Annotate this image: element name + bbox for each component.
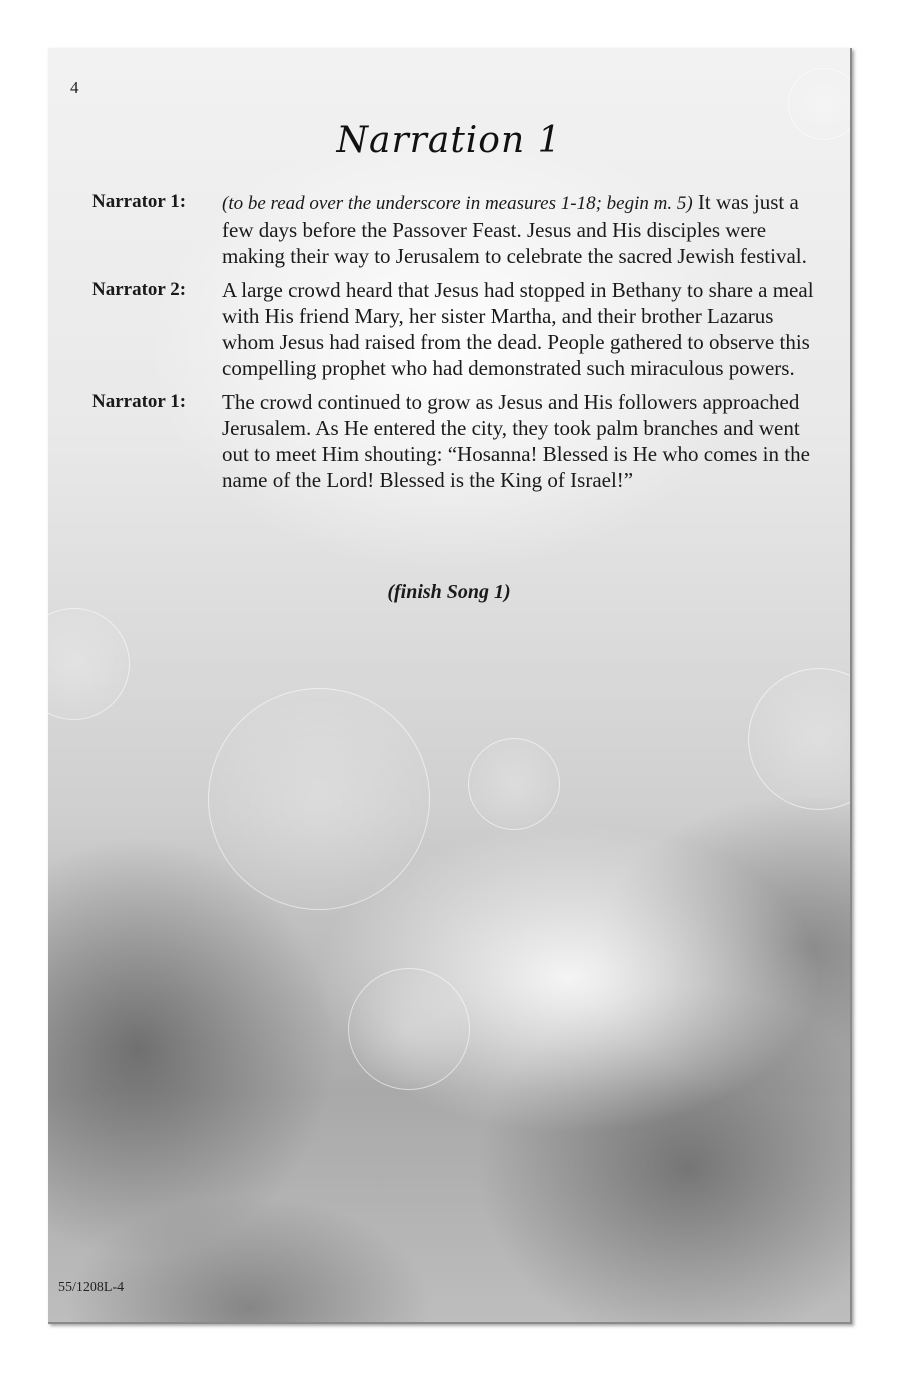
speech-text bbox=[222, 389, 822, 493]
narration-entries bbox=[92, 189, 822, 501]
script-page bbox=[48, 48, 852, 1324]
speech-text bbox=[222, 277, 822, 381]
page-number: 4 bbox=[70, 78, 79, 97]
bokeh-decoration bbox=[468, 738, 560, 830]
bokeh-decoration bbox=[748, 668, 852, 810]
speech-body: A large crowd heard that Jesus had stopped in Bethany to share a meal with His friend Mary, her sister Martha, and their brother Lazarus whom Jesus had raised from the dead. People gathered to observe this compelling prophet who had demonstrated such miraculous powers. bbox=[222, 278, 814, 380]
catalog-code: 55/1208L-4 bbox=[58, 1280, 125, 1295]
speech-text bbox=[222, 189, 822, 269]
speaker-label: Narrator 2: bbox=[92, 279, 187, 300]
stage-direction: (to be read over the underscore in measures 1-18; begin m. 5) bbox=[222, 193, 693, 214]
speaker-label: Narrator 1: bbox=[92, 391, 187, 412]
music-cue: (finish Song 1) bbox=[387, 581, 511, 603]
speech-body: It was just a few days before the Passover Feast. Jesus and His disciples were making their way to Jerusalem to celebrate the sacred Jewish festival. bbox=[222, 190, 807, 268]
narration-entry bbox=[92, 277, 822, 381]
narration-entry bbox=[92, 189, 822, 269]
bokeh-decoration bbox=[48, 608, 130, 720]
narration-entry bbox=[92, 389, 822, 493]
bokeh-decoration bbox=[348, 968, 470, 1090]
speaker-label: Narrator 1: bbox=[92, 191, 187, 212]
bokeh-decoration bbox=[208, 688, 430, 910]
speech-body: The crowd continued to grow as Jesus and His followers approached Jerusalem. As He entered the city, they took palm branches and went out to meet Him shouting: “Hosanna! Blessed is He who comes in the name of the Lord! Blessed is the King of Israel!” bbox=[222, 390, 810, 492]
page-title: Narration 1 bbox=[336, 120, 562, 161]
